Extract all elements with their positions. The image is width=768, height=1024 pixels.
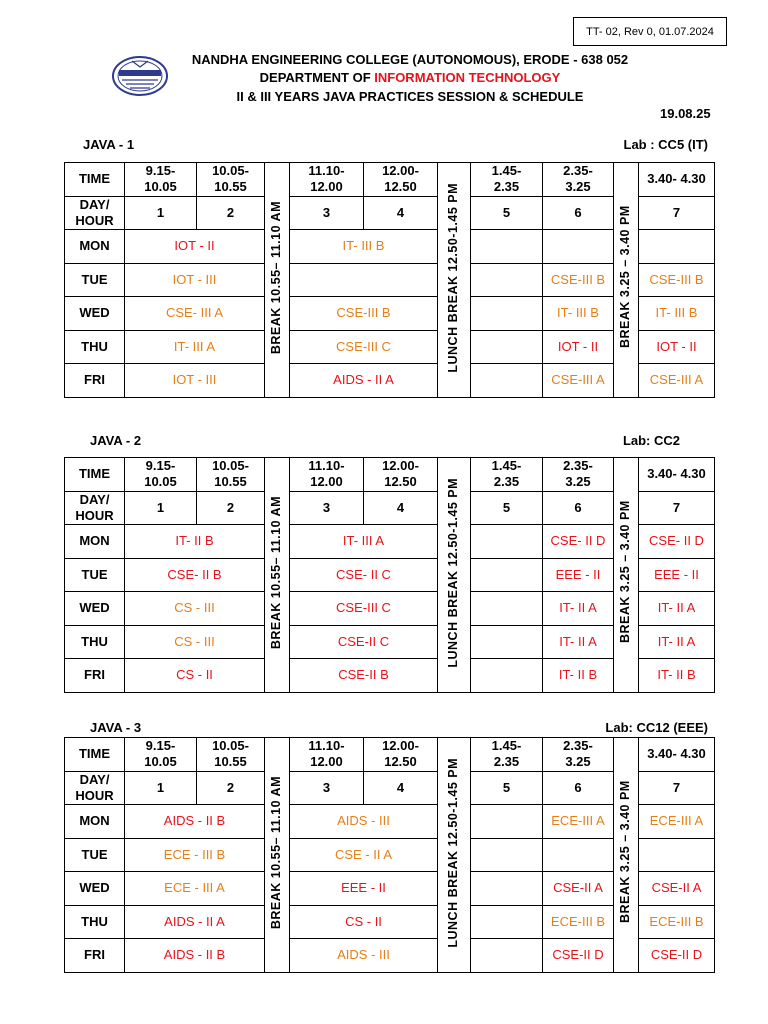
lunch-break-label: LUNCH BREAK 12.50-1.45 PM xyxy=(446,182,461,373)
session-cell: CSE- II B xyxy=(125,558,265,592)
hour-number: 3 xyxy=(290,771,364,805)
session-cell: AIDS - II B xyxy=(125,805,265,839)
session-cell: IT- III B xyxy=(290,230,438,264)
lunch-break xyxy=(438,738,471,973)
hour-number: 5 xyxy=(471,196,543,230)
timetable xyxy=(64,737,715,973)
session-cell: ECE-III A xyxy=(639,805,715,839)
session-cell xyxy=(471,625,543,659)
session-cell: CSE-II D xyxy=(639,939,715,973)
slot-time: 9.15- 10.05 xyxy=(125,458,197,492)
session-cell: CS - III xyxy=(125,625,265,659)
time-row xyxy=(65,738,715,772)
lab-name: Lab : CC5 (IT) xyxy=(623,137,708,152)
session-cell xyxy=(471,838,543,872)
day-label: FRI xyxy=(65,939,125,973)
session-cell: CS - II xyxy=(125,659,265,693)
session-cell: AIDS - II A xyxy=(290,364,438,398)
session-cell: CSE-III B xyxy=(639,263,715,297)
session-cell: IT- III A xyxy=(290,525,438,559)
session-cell: IOT - II xyxy=(125,230,265,264)
session-cell xyxy=(471,230,543,264)
session-cell: IT- III B xyxy=(639,297,715,331)
slot-time: 9.15- 10.05 xyxy=(125,163,197,197)
slot-time: 2.35- 3.25 xyxy=(543,163,614,197)
day-label: TUE xyxy=(65,263,125,297)
hour-number: 2 xyxy=(197,771,265,805)
session-cell: AIDS - II A xyxy=(125,905,265,939)
session-cell: IT- II B xyxy=(543,659,614,693)
session-cell xyxy=(639,230,715,264)
session-cell: AIDS - II B xyxy=(125,939,265,973)
session-cell: AIDS - III xyxy=(290,939,438,973)
session-cell: EEE - II xyxy=(543,558,614,592)
session-cell: IT- III B xyxy=(543,297,614,331)
schedule-title: II & III YEARS JAVA PRACTICES SESSION & SCHEDULE xyxy=(236,89,584,104)
slot-time: 12.00- 12.50 xyxy=(364,458,438,492)
slot-time: 9.15- 10.05 xyxy=(125,738,197,772)
slot-time: 12.00- 12.50 xyxy=(364,738,438,772)
slot-time: 10.05- 10.55 xyxy=(197,163,265,197)
hour-number: 1 xyxy=(125,196,197,230)
lunch-break xyxy=(438,458,471,693)
session-cell: CSE-III B xyxy=(543,263,614,297)
day-label: WED xyxy=(65,872,125,906)
session-cell: IOT - III xyxy=(125,364,265,398)
session-cell: CSE- II C xyxy=(290,558,438,592)
slot-time: 12.00- 12.50 xyxy=(364,163,438,197)
day-label: THU xyxy=(65,330,125,364)
hour-number: 2 xyxy=(197,491,265,525)
session-cell xyxy=(471,364,543,398)
department-prefix: DEPARTMENT OF xyxy=(259,70,375,85)
session-cell: IT- II A xyxy=(639,592,715,626)
session-cell: CS - II xyxy=(290,905,438,939)
session-cell: CSE-III A xyxy=(543,364,614,398)
time-row xyxy=(65,458,715,492)
session-cell xyxy=(543,230,614,264)
department-name: INFORMATION TECHNOLOGY xyxy=(374,70,561,85)
session-cell xyxy=(471,905,543,939)
session-cell xyxy=(639,838,715,872)
morning-break xyxy=(265,163,290,398)
evening-break-label: BREAK 3.25 – 3.40 PM xyxy=(618,501,633,644)
time-header: TIME xyxy=(65,738,125,772)
session-cell xyxy=(471,939,543,973)
session-cell: CSE-II C xyxy=(290,625,438,659)
session-cell: CSE- II D xyxy=(543,525,614,559)
day-label: FRI xyxy=(65,364,125,398)
slot-time: 2.35- 3.25 xyxy=(543,738,614,772)
session-cell: ECE-III B xyxy=(639,905,715,939)
day-label: FRI xyxy=(65,659,125,693)
day-label: MON xyxy=(65,230,125,264)
session-cell: EEE - II xyxy=(639,558,715,592)
lunch-break xyxy=(438,163,471,398)
slot-time: 1.45- 2.35 xyxy=(471,163,543,197)
day-label: WED xyxy=(65,297,125,331)
session-cell: CSE-II A xyxy=(639,872,715,906)
session-cell: ECE - III A xyxy=(125,872,265,906)
session-cell xyxy=(543,838,614,872)
slot-time: 2.35- 3.25 xyxy=(543,458,614,492)
hour-number: 7 xyxy=(639,491,715,525)
session-cell: ECE-III A xyxy=(543,805,614,839)
hour-number: 6 xyxy=(543,196,614,230)
slot-time: 1.45- 2.35 xyxy=(471,458,543,492)
hour-number: 7 xyxy=(639,196,715,230)
session-cell: AIDS - III xyxy=(290,805,438,839)
session-cell: IT- II B xyxy=(125,525,265,559)
department-line xyxy=(150,70,670,85)
hour-number: 1 xyxy=(125,491,197,525)
section-title: JAVA - 1 xyxy=(83,137,135,152)
day-label: TUE xyxy=(65,558,125,592)
day-hour-header: DAY/ HOUR xyxy=(65,491,125,525)
hour-number: 4 xyxy=(364,196,438,230)
evening-break xyxy=(614,738,639,973)
session-cell: IT- II A xyxy=(543,592,614,626)
day-label: TUE xyxy=(65,838,125,872)
session-cell xyxy=(471,659,543,693)
evening-break xyxy=(614,458,639,693)
lab-name: Lab: CC2 xyxy=(622,433,680,448)
slot-time: 11.10- 12.00 xyxy=(290,458,364,492)
time-row xyxy=(65,163,715,197)
session-cell: ECE - III B xyxy=(125,838,265,872)
session-cell xyxy=(471,297,543,331)
evening-break-label: BREAK 3.25 – 3.40 PM xyxy=(618,206,633,349)
day-hour-header: DAY/ HOUR xyxy=(65,771,125,805)
evening-break xyxy=(614,163,639,398)
session-cell xyxy=(471,525,543,559)
timetable xyxy=(64,457,715,693)
hour-number: 5 xyxy=(471,771,543,805)
slot-time: 3.40- 4.30 xyxy=(639,458,715,492)
session-cell: IT- II A xyxy=(639,625,715,659)
hour-number: 7 xyxy=(639,771,715,805)
morning-break-label: BREAK 10.55– 11.10 AM xyxy=(269,200,284,355)
session-cell: CSE-III B xyxy=(290,297,438,331)
session-cell: CSE - II A xyxy=(290,838,438,872)
evening-break-label: BREAK 3.25 – 3.40 PM xyxy=(618,781,633,924)
hour-number: 6 xyxy=(543,491,614,525)
session-cell: CSE-II A xyxy=(543,872,614,906)
session-cell: IOT - II xyxy=(639,330,715,364)
slot-time: 11.10- 12.00 xyxy=(290,738,364,772)
session-cell: CSE-II B xyxy=(290,659,438,693)
slot-time: 3.40- 4.30 xyxy=(639,163,715,197)
session-cell: ECE-III B xyxy=(543,905,614,939)
day-hour-header: DAY/ HOUR xyxy=(65,196,125,230)
session-cell xyxy=(471,558,543,592)
morning-break xyxy=(265,738,290,973)
day-label: THU xyxy=(65,905,125,939)
hour-number: 3 xyxy=(290,196,364,230)
session-cell xyxy=(290,263,438,297)
slot-time: 1.45- 2.35 xyxy=(471,738,543,772)
hour-number: 4 xyxy=(364,491,438,525)
morning-break-label: BREAK 10.55– 11.10 AM xyxy=(269,495,284,650)
hour-number: 5 xyxy=(471,491,543,525)
timetable xyxy=(64,162,715,398)
session-cell xyxy=(471,805,543,839)
session-cell: EEE - II xyxy=(290,872,438,906)
section-title: JAVA - 2 xyxy=(90,433,142,448)
section-title: JAVA - 3 xyxy=(90,720,142,735)
time-header: TIME xyxy=(65,163,125,197)
session-cell: CSE- II D xyxy=(639,525,715,559)
session-cell: CSE-II D xyxy=(543,939,614,973)
hour-number: 2 xyxy=(197,196,265,230)
slot-time: 11.10- 12.00 xyxy=(290,163,364,197)
day-label: WED xyxy=(65,592,125,626)
day-label: MON xyxy=(65,805,125,839)
college-name: NANDHA ENGINEERING COLLEGE (AUTONOMOUS), ERODE - 638 052 xyxy=(191,52,629,67)
session-cell xyxy=(471,592,543,626)
document-reference: TT- 02, Rev 0, 01.07.2024 xyxy=(573,17,727,46)
lunch-break-label: LUNCH BREAK 12.50-1.45 PM xyxy=(446,477,461,668)
morning-break xyxy=(265,458,290,693)
session-cell xyxy=(471,872,543,906)
schedule-date: 19.08.25 xyxy=(660,106,711,121)
hour-number: 3 xyxy=(290,491,364,525)
session-cell: CSE-III C xyxy=(290,592,438,626)
lunch-break-label: LUNCH BREAK 12.50-1.45 PM xyxy=(446,757,461,948)
session-cell: IT- III A xyxy=(125,330,265,364)
hour-number: 1 xyxy=(125,771,197,805)
session-cell: CSE-III A xyxy=(639,364,715,398)
session-cell xyxy=(471,263,543,297)
time-header: TIME xyxy=(65,458,125,492)
session-cell: IOT - III xyxy=(125,263,265,297)
session-cell: IOT - II xyxy=(543,330,614,364)
lab-name: Lab: CC12 (EEE) xyxy=(605,720,708,735)
slot-time: 10.05- 10.55 xyxy=(197,458,265,492)
slot-time: 3.40- 4.30 xyxy=(639,738,715,772)
day-label: MON xyxy=(65,525,125,559)
session-cell: IT- II A xyxy=(543,625,614,659)
hour-number: 6 xyxy=(543,771,614,805)
session-cell xyxy=(471,330,543,364)
hour-number: 4 xyxy=(364,771,438,805)
slot-time: 10.05- 10.55 xyxy=(197,738,265,772)
day-label: THU xyxy=(65,625,125,659)
session-cell: CSE-III C xyxy=(290,330,438,364)
session-cell: CS - III xyxy=(125,592,265,626)
session-cell: IT- II B xyxy=(639,659,715,693)
session-cell: CSE- III A xyxy=(125,297,265,331)
morning-break-label: BREAK 10.55– 11.10 AM xyxy=(269,775,284,930)
